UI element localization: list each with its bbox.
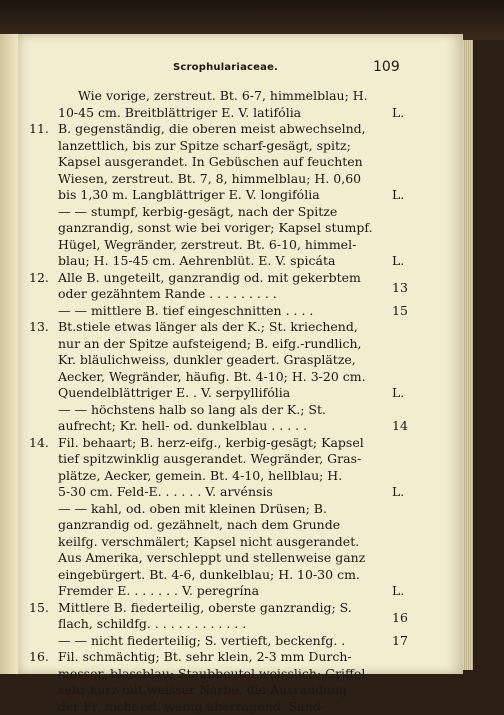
text-line bbox=[58, 204, 388, 221]
text-line bbox=[58, 270, 388, 287]
text-line bbox=[58, 105, 388, 122]
page-header bbox=[18, 62, 463, 78]
author-abbreviation: L. bbox=[392, 385, 404, 402]
line-text: Fremder E. . . . . . . V. peregrína bbox=[58, 583, 259, 598]
line-text: flach, schildfg. . . . . . . . . . . . . bbox=[58, 616, 246, 631]
line-text: Alle B. ungeteilt, ganzrandig od. mit gekerbtem bbox=[58, 270, 361, 285]
line-text: 5-30 cm. Feld-E. . . . . . V. arvénsis bbox=[58, 484, 273, 499]
line-text: Mittlere B. fiederteilig, oberste ganzrandig; S. bbox=[58, 600, 352, 615]
entry-number: 14. bbox=[29, 435, 49, 452]
author-abbreviation: L. bbox=[392, 583, 404, 600]
text-line bbox=[58, 451, 388, 468]
line-text: ganzrandig, sonst wie bei voriger; Kapsel stumpf. bbox=[58, 220, 373, 235]
text-line bbox=[58, 550, 388, 567]
author-abbreviation: L. bbox=[392, 105, 404, 122]
line-text: Kr. bläulichweiss, dunkler geadert. Grasplätze, bbox=[58, 352, 356, 367]
line-text: Kapsel ausgerandet. In Gebüschen auf feuchten bbox=[58, 154, 363, 169]
author-abbreviation: L. bbox=[392, 253, 404, 270]
line-text: Fil. behaart; B. herz-eifg., kerbig-gesägt; Kapsel bbox=[58, 435, 364, 450]
line-text: Bt.stiele etwas länger als der K.; St. kriechend, bbox=[58, 319, 358, 334]
text-line bbox=[58, 253, 388, 270]
text-line bbox=[58, 517, 388, 534]
key-reference: 16 bbox=[392, 610, 408, 627]
key-reference: 13 bbox=[392, 280, 408, 297]
line-text: eingebürgert. Bt. 4-6, dunkelblau; H. 10-30 cm. bbox=[58, 567, 360, 582]
line-text: Wie vorige, zerstreut. Bt. 6-7, himmelblau; H. bbox=[78, 88, 368, 103]
line-text: ganzrandig od. gezähnelt, nach dem Grunde bbox=[58, 517, 340, 532]
author-abbreviation: L. bbox=[392, 187, 404, 204]
text-line bbox=[58, 567, 388, 584]
text-line bbox=[58, 666, 388, 683]
text-line bbox=[58, 121, 388, 138]
line-text: Hügel, Wegränder, zerstreut. Bt. 6-10, himmel- bbox=[58, 237, 356, 252]
line-text: — — stumpf, kerbig-gesägt, nach der Spitze bbox=[58, 204, 337, 219]
text-line bbox=[58, 534, 388, 551]
running-title: Scrophulariaceae. bbox=[173, 62, 278, 73]
page-fore-edge bbox=[463, 40, 473, 670]
entry-number: 12. bbox=[29, 270, 49, 287]
line-text: oder gezähntem Rande . . . . . . . . . bbox=[58, 286, 277, 301]
entry-number: 11. bbox=[29, 121, 49, 138]
key-reference: 15 bbox=[392, 303, 408, 320]
line-text: — — kahl, od. oben mit kleinen Drüsen; B. bbox=[58, 501, 327, 516]
text-line bbox=[58, 286, 388, 303]
page-body-text bbox=[58, 88, 388, 715]
line-text: nur an der Spitze aufsteigend; B. eifg.-rundlich, bbox=[58, 336, 361, 351]
entry-number: 13. bbox=[29, 319, 49, 336]
text-line bbox=[58, 171, 388, 188]
line-text: messer, blassblau; Staubbeutel weisslich; Griffel bbox=[58, 666, 365, 681]
text-line bbox=[58, 649, 388, 666]
line-text: aufrecht; Kr. hell- od. dunkelblau . . . . . bbox=[58, 418, 307, 433]
text-line bbox=[58, 88, 388, 105]
text-line bbox=[58, 402, 388, 419]
text-line bbox=[58, 435, 388, 452]
line-text: Fil. schmächtig; Bt. sehr klein, 2-3 mm Durch- bbox=[58, 649, 352, 664]
text-line bbox=[58, 385, 388, 402]
facing-page-edge bbox=[0, 34, 19, 674]
text-line bbox=[58, 418, 388, 435]
line-text: Aus Amerika, verschleppt und stellenweise ganz bbox=[58, 550, 365, 565]
text-line bbox=[58, 583, 388, 600]
text-line bbox=[58, 633, 388, 650]
text-line bbox=[58, 154, 388, 171]
text-line bbox=[58, 319, 388, 336]
line-text: — — höchstens halb so lang als der K.; St. bbox=[58, 402, 326, 417]
line-text: Aecker, Wegränder, häufig. Bt. 4-10; H. 3-20 cm. bbox=[58, 369, 366, 384]
page-number: 109 bbox=[373, 59, 400, 75]
line-text: Wiesen, zerstreut. Bt. 7, 8, himmelblau; H. 0,60 bbox=[58, 171, 361, 186]
line-text: lanzettlich, bis zur Spitze scharf-gesägt, spitz; bbox=[58, 138, 351, 153]
line-text: bis 1,30 m. Langblättriger E. V. longifólia bbox=[58, 187, 320, 202]
author-abbreviation: L. bbox=[392, 484, 404, 501]
text-line bbox=[58, 682, 388, 699]
line-text: sehr kurz mit weisser Narbe, die Ausrandung bbox=[58, 682, 347, 697]
line-text: B. gegenständig, die oberen meist abwechselnd, bbox=[58, 121, 366, 136]
line-text: — — mittlere B. tief eingeschnitten . . . . bbox=[58, 303, 313, 318]
line-text: 10-45 cm. Breitblättriger E. V. latifólia bbox=[58, 105, 301, 120]
line-text: blau; H. 15-45 cm. Aehrenblüt. E. V. spicáta bbox=[58, 253, 335, 268]
text-line bbox=[58, 220, 388, 237]
text-line bbox=[58, 699, 388, 715]
text-line bbox=[58, 600, 388, 617]
entry-number: 15. bbox=[29, 600, 49, 617]
line-text: — — nicht fiederteilig; S. vertieft, beckenfg. . bbox=[58, 633, 345, 648]
entry-number: 16. bbox=[29, 649, 49, 666]
key-reference: 14 bbox=[392, 418, 408, 435]
text-line bbox=[58, 501, 388, 518]
text-line bbox=[58, 303, 388, 320]
text-line bbox=[58, 616, 388, 633]
text-line bbox=[58, 187, 388, 204]
line-text: plätze, Aecker, gemein. Bt. 4-10, hellblau; H. bbox=[58, 468, 342, 483]
text-line bbox=[58, 468, 388, 485]
line-text: tief spitzwinklig ausgerandet. Wegränder, Gras- bbox=[58, 451, 361, 466]
text-line bbox=[58, 484, 388, 501]
text-line bbox=[58, 352, 388, 369]
text-line bbox=[58, 237, 388, 254]
line-text: Quendelblättriger E. . V. serpyllifólia bbox=[58, 385, 290, 400]
line-text: der Fr. nicht od. wenig überragend. Sand- bbox=[58, 699, 325, 714]
line-text: keilfg. verschmälert; Kapsel nicht ausgerandet. bbox=[58, 534, 359, 549]
text-line bbox=[58, 336, 388, 353]
text-line bbox=[58, 138, 388, 155]
text-line bbox=[58, 369, 388, 386]
key-reference: 17 bbox=[392, 633, 408, 650]
